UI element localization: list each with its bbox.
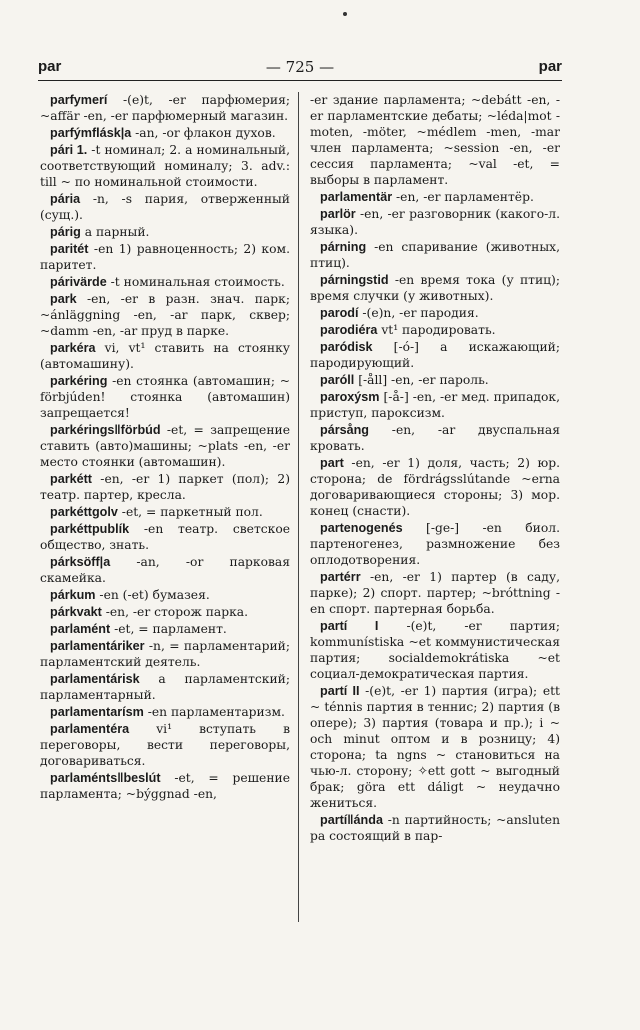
left-guide-word: par	[38, 58, 62, 75]
dictionary-entry	[40, 671, 290, 703]
entry-definition: -an, -or парковая скамейка.	[40, 555, 290, 585]
entry-headword: pári 1.	[50, 143, 88, 157]
entry-headword: paróll	[320, 373, 355, 387]
entry-definition: -(e)t, -er 1) партия (игра); ett ~ ténnis партия в теннис; 2) партия (в опере); 3) партия (товара и пр.); i ~ och minut оптом и в розницу; 4) сторона; ta ngns ~ становиться на чью-л. сторону; ✧ett gott ~ выгодный брак; göra ett dáligt ~ неудачно жениться.	[310, 684, 560, 810]
entry-headword: partérr	[320, 570, 361, 584]
entry-definition: -(e)t, -er партия; kommunístiska ~et коммунистическая партия; socialdemokrátiska ~et социал-демократическая партия.	[310, 619, 560, 681]
dictionary-entry	[40, 521, 290, 553]
entry-headword: parlamentär	[320, 190, 393, 204]
entry-definition: -et, = паркетный пол.	[117, 505, 263, 519]
left-column	[40, 92, 290, 803]
entry-headword: partenogenés	[320, 521, 403, 535]
entry-definition: -n, = парламентарий; парламентский деятель.	[40, 639, 290, 669]
entry-definition: -et, = парламент.	[110, 622, 227, 636]
entry-definition: [-ó-] a искажающий; пародирующий.	[310, 340, 560, 370]
dictionary-entry	[310, 305, 560, 321]
entry-definition: vi, vt¹ ставить на стоянку (автомашину).	[40, 341, 290, 371]
dictionary-entry	[40, 638, 290, 670]
entry-definition: -en, -ar двуспальная кровать.	[310, 423, 560, 453]
entry-headword: pária	[50, 192, 81, 206]
entry-definition: -et, = запрещение ставить (авто)машины; ~plats -en, -er место стоянки (автомашин).	[40, 423, 290, 469]
entry-headword: párkum	[50, 588, 96, 602]
entry-definition: -en парламентаризм.	[143, 705, 285, 719]
dictionary-entry	[40, 241, 290, 273]
dictionary-entry	[40, 142, 290, 190]
entry-definition: -en, -er 1) паркет (пол); 2) театр. партер, кресла.	[40, 472, 290, 502]
dictionary-entry	[310, 206, 560, 238]
dictionary-entry	[310, 372, 560, 388]
dictionary-entry	[310, 812, 560, 844]
dictionary-entry	[40, 125, 290, 141]
entry-headword: parlamént	[50, 622, 111, 636]
entry-definition: vt¹ пародировать.	[377, 323, 496, 337]
entry-definition: -en, -er парламентёр.	[392, 190, 534, 204]
dictionary-entry	[40, 721, 290, 769]
entry-headword: párkvakt	[50, 605, 102, 619]
dictionary-entry	[40, 471, 290, 503]
dictionary-entry	[310, 455, 560, 519]
entry-headword: paródisk	[320, 340, 373, 354]
entry-headword: paritét	[50, 242, 89, 256]
entry-headword: parfymerí	[50, 93, 108, 107]
entry-definition: -n, -s пария, отверженный (сущ.).	[40, 192, 290, 222]
dictionary-entry	[40, 373, 290, 421]
entry-definition: -er здание парламента; ~debátt -en, -er парламентские дебаты; ~léda|mot -moten, -möter, ~médlem -men, -mar член парламента; ~session -en, -er сессия парламента; ~val -et, = выборы в парламент.	[310, 93, 560, 187]
dictionary-entry	[40, 340, 290, 372]
entry-headword: parkéring	[50, 374, 108, 388]
entry-definition: [-åll] -en, -er пароль.	[354, 373, 489, 387]
dictionary-entry	[310, 569, 560, 617]
dictionary-entry	[40, 274, 290, 290]
entry-definition: -en стоянка (автомашин; ~ förbjúden! стоянка (автомашин) запрещается!	[40, 374, 290, 420]
entry-headword: párningstid	[320, 273, 389, 287]
entry-headword: park	[50, 292, 77, 306]
entry-definition: [-å-] -en, -er мед. припадок, приступ, пароксизм.	[310, 390, 560, 420]
entry-definition: a парламентский; парламентарный.	[40, 672, 290, 702]
entry-headword: párning	[320, 240, 367, 254]
dictionary-entry	[40, 291, 290, 339]
entry-definition: -en, -er разговорник (какого-л. языка).	[310, 207, 560, 237]
entry-headword: partí I	[320, 619, 379, 633]
right-guide-word: par	[538, 58, 562, 75]
entry-headword: parkéra	[50, 341, 96, 355]
entry-definition: -(e)t, -er парфюмерия; ~affär -en, -er парфюмерный магазин.	[40, 93, 290, 123]
dictionary-entry	[310, 322, 560, 338]
dictionary-entry	[40, 224, 290, 240]
dictionary-entry	[310, 618, 560, 682]
entry-headword: pársång	[320, 423, 369, 437]
dictionary-entry	[40, 191, 290, 223]
dictionary-entry	[310, 339, 560, 371]
entry-headword: parkéttgolv	[50, 505, 118, 519]
entry-headword: part	[320, 456, 344, 470]
column-divider	[298, 92, 299, 922]
entry-definition: -t номинал; 2. a номинальный, соответствующий номиналу; 3. adv.: till ~ по номинальной стоимости.	[40, 143, 290, 189]
entry-definition: vi¹ вступать в переговоры, вести переговоры, договариваться.	[40, 722, 290, 768]
dictionary-entry	[40, 587, 290, 603]
entry-headword: parkétt	[50, 472, 92, 486]
dictionary-entry	[310, 189, 560, 205]
entry-headword: parkéttpublík	[50, 522, 130, 536]
entry-definition: -et, = решение парламента; ~býggnad -en,	[40, 771, 290, 801]
entry-definition: -t номинальная стоимость.	[106, 275, 285, 289]
entry-headword: párig	[50, 225, 81, 239]
entry-headword: parlör	[320, 207, 356, 221]
page-number: — 725 —	[265, 58, 335, 76]
dictionary-entry	[310, 239, 560, 271]
dictionary-entry	[40, 704, 290, 720]
dictionary-entry	[40, 504, 290, 520]
entry-definition: -en 1) равноценность; 2) ком. паритет.	[40, 242, 290, 272]
dictionary-entry	[40, 621, 290, 637]
entry-headword: parlamentárisk	[50, 672, 140, 686]
entry-headword: parlamentéra	[50, 722, 130, 736]
entry-headword: parlamentarísm	[50, 705, 144, 719]
entry-definition: -en, -er в разн. знач. парк; ~ánläggning -en, -ar парк, сквер; ~damm -en, -ar пруд в парке.	[40, 292, 290, 338]
entry-headword: párksöff|a	[50, 555, 111, 569]
entry-headword: parlamentáriker	[50, 639, 145, 653]
entry-definition: -n партийность; ~ansluten pa состоящий в пар-	[310, 813, 560, 843]
dictionary-entry	[40, 422, 290, 470]
dictionary-entry	[40, 554, 290, 586]
entry-definition: -an, -or флакон духов.	[131, 126, 276, 140]
dictionary-entry	[40, 92, 290, 124]
dictionary-entry	[310, 683, 560, 811]
entry-definition: -en, -er сторож парка.	[101, 605, 249, 619]
dictionary-entry	[310, 272, 560, 304]
dictionary-entry	[310, 92, 560, 188]
dictionary-entry	[40, 770, 290, 802]
entry-definition: -en театр. светское общество, знать.	[40, 522, 290, 552]
entry-definition: a парный.	[80, 225, 150, 239]
entry-headword: parlaméntsǁbeslút	[50, 771, 161, 785]
entry-definition: -en спаривание (животных, птиц).	[310, 240, 560, 270]
print-speck	[343, 12, 347, 16]
entry-definition: -en, -er 1) доля, часть; 2) юр. сторона; de fördrágsslútande ~erna договаривающиеся стороны; 3) мор. конец (снасти).	[310, 456, 560, 518]
entry-headword: partí II	[320, 684, 360, 698]
entry-headword: parodí	[320, 306, 359, 320]
entry-headword: parfýmflásk|a	[50, 126, 132, 140]
page-header	[38, 56, 562, 81]
entry-definition: -en время тока (у птиц); время случки (у животных).	[310, 273, 560, 303]
dictionary-entry	[310, 422, 560, 454]
entry-definition: -(e)n, -er пародия.	[358, 306, 479, 320]
entry-headword: parkéringsǁförbúd	[50, 423, 161, 437]
dictionary-entry	[310, 520, 560, 568]
entry-definition: -en (-et) бумазея.	[95, 588, 210, 602]
dictionary-entry	[40, 604, 290, 620]
entry-headword: paroxýsm	[320, 390, 380, 404]
entry-definition: -en, -er 1) партер (в саду, парке); 2) спорт. партер; ~bróttning -en спорт. партерная борьба.	[310, 570, 560, 616]
entry-headword: partíǁánda	[320, 813, 383, 827]
entry-definition: [-ge-] -en биол. партеногенез, размножение без оплодотворения.	[310, 521, 560, 567]
entry-headword: parodiéra	[320, 323, 378, 337]
right-column	[310, 92, 560, 845]
entry-headword: párivärde	[50, 275, 107, 289]
dictionary-entry	[310, 389, 560, 421]
